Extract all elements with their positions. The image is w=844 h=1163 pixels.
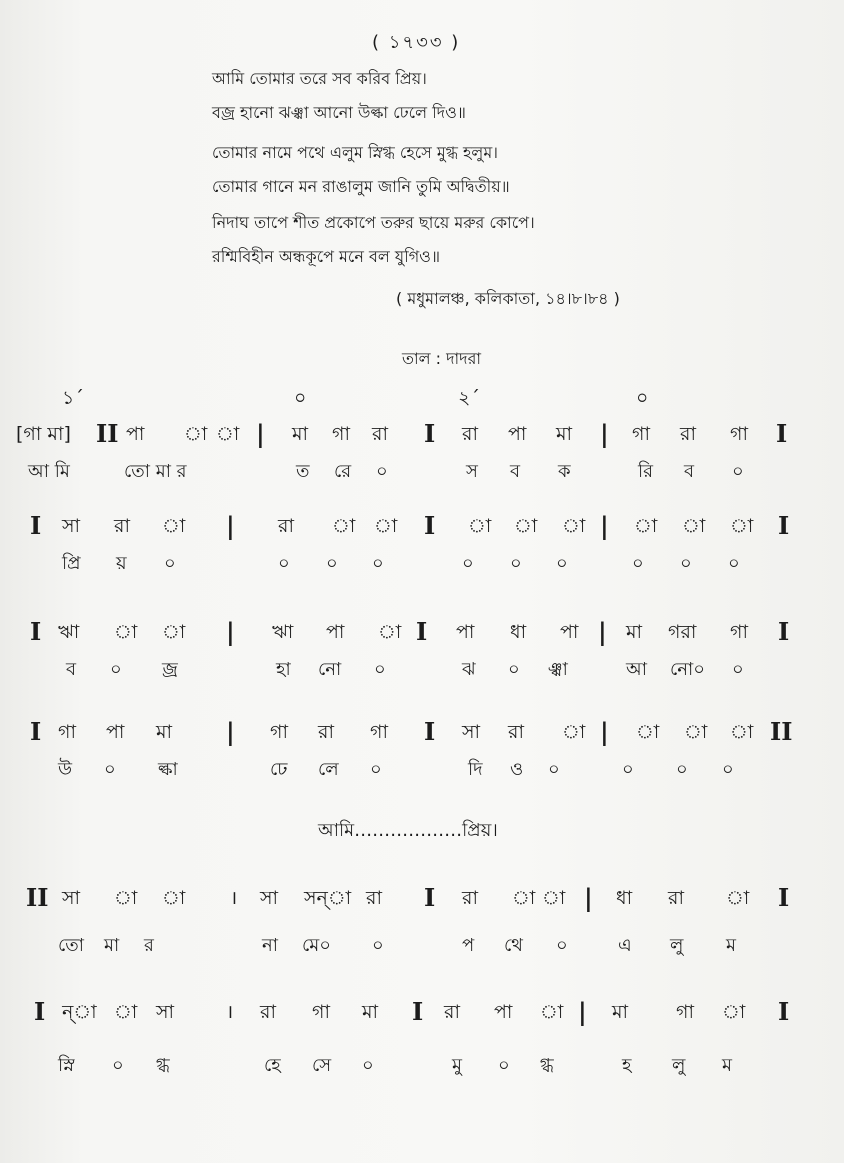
swara-cell: া bbox=[114, 887, 138, 909]
swara-cell: ধা bbox=[616, 887, 633, 909]
bar-line: I bbox=[416, 617, 428, 646]
page-number: ( ১৭৩৩ ) bbox=[372, 32, 461, 53]
bar-line: | bbox=[226, 717, 235, 746]
lyric-cell: ০ bbox=[326, 553, 338, 574]
bar-line: I bbox=[30, 617, 42, 646]
swara-cell: রা bbox=[680, 423, 696, 445]
lyric-cell: লে bbox=[318, 759, 339, 780]
beat-mark-4: ০ bbox=[636, 387, 649, 409]
swara-cell: রা bbox=[366, 887, 382, 909]
source-note: ( মধুমালঞ্চ, কলিকাতা, ১৪।৮।৮৪ ) bbox=[396, 289, 620, 308]
lyric-cell: থে bbox=[504, 935, 523, 956]
lyric-cell: গ্ধ bbox=[156, 1055, 170, 1076]
swara-cell: সা bbox=[462, 721, 481, 743]
lyric-cell: র bbox=[144, 935, 154, 956]
swara-cell: রা bbox=[668, 887, 684, 909]
swara-cell: রা bbox=[260, 1001, 276, 1023]
bar-line: | bbox=[600, 717, 609, 746]
swara-cell: া bbox=[730, 515, 754, 537]
lyric-row-6 bbox=[0, 1052, 844, 1080]
poem-line-1: আমি তোমার তরে সব করিব প্রিয়। bbox=[212, 69, 427, 88]
lyric-cell: রে bbox=[334, 461, 352, 482]
swara-cell: মা bbox=[612, 1001, 629, 1023]
swara-cell: রা bbox=[318, 721, 334, 743]
lyric-cell: য় bbox=[116, 553, 127, 574]
lyric-cell: ল্কা bbox=[158, 759, 178, 780]
lyric-cell: তো মা র bbox=[124, 461, 187, 482]
swara-cell: পা bbox=[494, 1001, 513, 1023]
swara-cell: গা bbox=[632, 423, 650, 445]
lyric-cell: ও bbox=[510, 759, 524, 780]
notation-row-4 bbox=[0, 718, 844, 746]
lyric-cell: ০ bbox=[110, 659, 122, 680]
notation-row-3 bbox=[0, 618, 844, 646]
swara-cell: া bbox=[636, 721, 660, 743]
lyric-cell: ০ bbox=[632, 553, 644, 574]
lyric-row-4 bbox=[0, 756, 844, 784]
lyric-cell: ০ bbox=[362, 1055, 374, 1076]
swara-cell: ন্‌া bbox=[62, 1001, 97, 1023]
lyric-cell: ঞ্ঝা bbox=[548, 659, 568, 680]
lyric-cell: প bbox=[462, 935, 475, 956]
swara-cell: পা bbox=[126, 423, 145, 445]
lyric-cell: ০ bbox=[462, 553, 474, 574]
swara-cell: গা bbox=[730, 621, 748, 643]
lyric-cell: ০ bbox=[732, 659, 744, 680]
bar-line: I bbox=[424, 883, 436, 912]
bar-line: I bbox=[34, 997, 46, 1026]
swara-cell: গা bbox=[676, 1001, 694, 1023]
poem-line-4: তোমার গানে মন রাঙালুম জানি তুমি অদ্বিতীয়॥ bbox=[212, 177, 510, 196]
swara-cell: া bbox=[730, 721, 754, 743]
bar-line: | bbox=[226, 617, 235, 646]
swara-cell: া bbox=[184, 423, 208, 445]
lyric-row-2 bbox=[0, 550, 844, 578]
swara-cell: গরা bbox=[668, 621, 697, 643]
bar-line: I bbox=[30, 511, 42, 540]
swara-cell: পা bbox=[106, 721, 125, 743]
bar-line: | bbox=[226, 511, 235, 540]
lyric-cell: ০ bbox=[728, 553, 740, 574]
section-separator: আমি………………প্রিয়। bbox=[318, 820, 498, 841]
divider-mark: । bbox=[230, 887, 238, 909]
swara-cell: া bbox=[562, 721, 586, 743]
swara-cell: া bbox=[682, 515, 706, 537]
swara-cell: গা bbox=[270, 721, 288, 743]
bar-line: | bbox=[600, 511, 609, 540]
bar-line: II bbox=[96, 419, 119, 448]
swara-cell: া bbox=[634, 515, 658, 537]
lyric-cell: ০ bbox=[370, 759, 382, 780]
lyric-cell: ০ bbox=[164, 553, 176, 574]
lyric-cell: নো bbox=[318, 659, 342, 680]
swara-cell: া bbox=[562, 515, 586, 537]
lyric-cell: নো০ bbox=[670, 659, 705, 680]
lyric-cell: ঝ bbox=[462, 659, 476, 680]
tala-title: তাল : দাদরা bbox=[402, 349, 482, 368]
swara-cell: রা bbox=[462, 423, 478, 445]
poem-line-6: রশ্মিবিহীন অন্ধকূপে মনে বল যুগিও॥ bbox=[212, 247, 441, 266]
bar-line: I bbox=[778, 511, 790, 540]
lyric-cell: ত bbox=[296, 461, 310, 482]
lyric-cell: মা bbox=[104, 935, 120, 956]
notation-row-6 bbox=[0, 998, 844, 1026]
swara-cell: গা bbox=[332, 423, 350, 445]
lyric-cell: ০ bbox=[372, 553, 384, 574]
swara-cell: রা bbox=[372, 423, 388, 445]
bar-line: | bbox=[256, 419, 265, 448]
lyric-cell: ০ bbox=[498, 1055, 510, 1076]
swara-cell: মা bbox=[362, 1001, 379, 1023]
lyric-cell: ম bbox=[722, 1055, 732, 1076]
bar-line: I bbox=[778, 997, 790, 1026]
bar-line: | bbox=[578, 997, 587, 1026]
lyric-cell: ০ bbox=[556, 935, 568, 956]
swara-cell: া bbox=[540, 1001, 564, 1023]
lyric-cell: মু bbox=[452, 1055, 462, 1076]
lyric-cell: হা bbox=[276, 659, 291, 680]
bar-line: | bbox=[584, 883, 593, 912]
bar-line: II bbox=[26, 883, 49, 912]
swara-cell: া bbox=[162, 621, 186, 643]
swara-cell: া bbox=[378, 621, 402, 643]
lyric-row-3 bbox=[0, 656, 844, 684]
lyric-cell: সে bbox=[312, 1055, 332, 1076]
lyric-cell: ০ bbox=[112, 1055, 124, 1076]
beat-mark-1: ১´ bbox=[62, 387, 84, 409]
lyric-cell: তো bbox=[58, 935, 85, 956]
lyric-cell: ০ bbox=[508, 659, 520, 680]
bar-line: I bbox=[776, 419, 788, 448]
swara-cell: পা bbox=[508, 423, 527, 445]
swara-cell: সা bbox=[260, 887, 279, 909]
bar-line: I bbox=[778, 617, 790, 646]
swara-cell: মা bbox=[156, 721, 173, 743]
lyric-cell: ০ bbox=[732, 461, 744, 482]
bar-line: II bbox=[770, 717, 793, 746]
lyric-cell: ০ bbox=[510, 553, 522, 574]
lyric-cell: ০ bbox=[376, 461, 388, 482]
bar-line: I bbox=[424, 511, 436, 540]
lyric-cell: ব bbox=[66, 659, 77, 680]
swara-cell: গা bbox=[58, 721, 76, 743]
swara-cell: া bbox=[542, 887, 566, 909]
swara-cell: া bbox=[162, 515, 186, 537]
swara-cell: ঋা bbox=[58, 621, 80, 643]
lyric-cell: স্নি bbox=[58, 1055, 75, 1076]
lyric-cell: লু bbox=[672, 1055, 686, 1076]
swara-cell: রা bbox=[114, 515, 130, 537]
lyric-cell: লু bbox=[670, 935, 684, 956]
swara-cell: পা bbox=[560, 621, 579, 643]
swara-cell: ঋা bbox=[272, 621, 294, 643]
swara-cell: মা bbox=[292, 423, 309, 445]
swara-cell: া bbox=[726, 887, 750, 909]
lyric-cell: ০ bbox=[372, 935, 384, 956]
lyric-cell: ০ bbox=[104, 759, 116, 780]
lyric-row-1 bbox=[0, 458, 844, 486]
swara-cell: মা bbox=[556, 423, 573, 445]
lyric-cell: উ bbox=[58, 759, 73, 780]
lyric-cell: ০ bbox=[556, 553, 568, 574]
swara-cell: া bbox=[468, 515, 492, 537]
lyric-cell: মে০ bbox=[302, 935, 332, 956]
swara-cell: রা bbox=[508, 721, 524, 743]
notation-row-5 bbox=[0, 884, 844, 912]
poem-line-3: তোমার নামে পথে এলুম স্নিগ্ধ হেসে মুগ্ধ হলুম। bbox=[212, 143, 498, 162]
swara-cell: গা bbox=[370, 721, 388, 743]
swara-cell: রা bbox=[462, 887, 478, 909]
swara-cell: সা bbox=[156, 1001, 175, 1023]
lyric-cell: ০ bbox=[680, 553, 692, 574]
swara-cell: মা bbox=[626, 621, 643, 643]
bar-line: I bbox=[30, 717, 42, 746]
beat-mark-3: ২´ bbox=[458, 387, 480, 409]
swara-cell: সা bbox=[62, 515, 81, 537]
lyric-cell: ব bbox=[510, 461, 521, 482]
beat-mark-2: ০ bbox=[294, 387, 307, 409]
swara-cell: া bbox=[684, 721, 708, 743]
swara-cell: া bbox=[332, 515, 356, 537]
lyric-cell: গ্ধ bbox=[540, 1055, 554, 1076]
lyric-cell: স bbox=[466, 461, 478, 482]
swara-cell: গা bbox=[730, 423, 748, 445]
bar-line: | bbox=[598, 617, 607, 646]
lyric-cell: ০ bbox=[278, 553, 290, 574]
bar-line: I bbox=[778, 883, 790, 912]
swara-cell: া bbox=[216, 423, 240, 445]
swara-cell: া bbox=[374, 515, 398, 537]
lyric-cell: না bbox=[262, 935, 278, 956]
swara-cell: [গা মা] bbox=[16, 423, 71, 445]
swara-cell: া bbox=[512, 887, 536, 909]
lyric-cell: রি bbox=[638, 461, 654, 482]
swara-cell: রা bbox=[278, 515, 294, 537]
bar-line: I bbox=[424, 419, 436, 448]
bar-line: I bbox=[412, 997, 424, 1026]
lyric-row-5 bbox=[0, 932, 844, 960]
lyric-cell: আ bbox=[626, 659, 647, 680]
divider-mark: । bbox=[226, 1001, 234, 1023]
lyric-cell: ০ bbox=[622, 759, 634, 780]
lyric-cell: হ bbox=[622, 1055, 632, 1076]
swara-cell: া bbox=[514, 515, 538, 537]
lyric-cell: ঢে bbox=[270, 759, 288, 780]
swara-cell: ধা bbox=[510, 621, 527, 643]
lyric-cell: ০ bbox=[374, 659, 386, 680]
swara-cell: সা bbox=[62, 887, 81, 909]
swara-cell: পা bbox=[456, 621, 475, 643]
notation-row-2 bbox=[0, 512, 844, 540]
bar-line: I bbox=[424, 717, 436, 746]
lyric-cell: জ্র bbox=[162, 659, 178, 680]
swara-cell: া bbox=[114, 1001, 138, 1023]
notation-row-1 bbox=[0, 420, 844, 448]
lyric-cell: আ মি bbox=[28, 461, 70, 482]
swara-cell: পা bbox=[326, 621, 345, 643]
lyric-cell: ০ bbox=[548, 759, 560, 780]
lyric-cell: হে bbox=[264, 1055, 281, 1076]
swara-cell: সন্‌া bbox=[304, 887, 352, 909]
lyric-cell: ব bbox=[684, 461, 695, 482]
lyric-cell: ০ bbox=[722, 759, 734, 780]
swara-cell: রা bbox=[444, 1001, 460, 1023]
lyric-cell: প্রি bbox=[62, 553, 81, 574]
swara-cell: গা bbox=[312, 1001, 330, 1023]
swara-cell: া bbox=[162, 887, 186, 909]
lyric-cell: এ bbox=[618, 935, 632, 956]
swara-cell: া bbox=[722, 1001, 746, 1023]
poem-line-5: নিদাঘ তাপে শীত প্রকোপে তরুর ছায়ে মরুর কোপে। bbox=[212, 213, 535, 232]
lyric-cell: দি bbox=[468, 759, 483, 780]
lyric-cell: ক bbox=[558, 461, 571, 482]
lyric-cell: ০ bbox=[676, 759, 688, 780]
bar-line: | bbox=[600, 419, 609, 448]
lyric-cell: ম bbox=[726, 935, 736, 956]
swara-cell: া bbox=[114, 621, 138, 643]
poem-line-2: বজ্র হানো ঝঞ্ঝা আনো উল্কা ঢেলে দিও॥ bbox=[212, 103, 466, 122]
